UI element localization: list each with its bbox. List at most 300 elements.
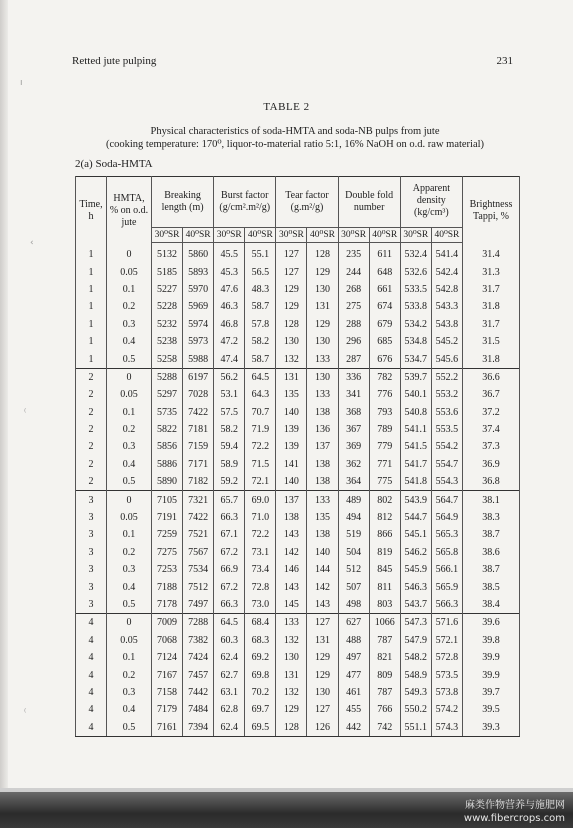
- table-cell: 37.3: [463, 438, 520, 455]
- table-cell: 3: [76, 596, 107, 614]
- table-cell: 38.7: [463, 526, 520, 543]
- table-cell: 1066: [369, 614, 400, 632]
- table-cell: 3: [76, 526, 107, 543]
- col-header-burst-factor: Burst factor (g/cm².m²/g): [214, 177, 276, 228]
- scan-mark: ⁽: [24, 708, 27, 718]
- caption-line-1: Physical characteristics of soda-HMTA and soda-NB pulps from jute: [150, 126, 440, 137]
- table-cell: 142: [307, 578, 338, 595]
- sub-header: 40⁰SR: [183, 228, 214, 243]
- table-cell: 571.6: [431, 614, 462, 632]
- table-cell: 564.9: [431, 509, 462, 526]
- table-cell: 58.2: [245, 333, 276, 350]
- table-cell: 131: [276, 666, 307, 683]
- table-cell: 3: [76, 561, 107, 578]
- table-cell: 540.8: [400, 404, 431, 421]
- table-cell: 341: [338, 386, 369, 403]
- table-cell: 0.5: [107, 473, 152, 491]
- table-row: [76, 298, 520, 315]
- table-cell: 775: [369, 473, 400, 491]
- table-cell: 47.6: [214, 281, 245, 298]
- table-cell: 64.5: [245, 368, 276, 386]
- table-cell: 37.4: [463, 421, 520, 438]
- table-cell: 66.3: [214, 509, 245, 526]
- table-cell: 140: [276, 404, 307, 421]
- table-cell: 64.3: [245, 386, 276, 403]
- table-cell: 139: [276, 438, 307, 455]
- table-cell: 71.5: [245, 456, 276, 473]
- table-cell: 782: [369, 368, 400, 386]
- table-cell: 139: [276, 421, 307, 438]
- table-cell: 1: [76, 281, 107, 298]
- table-cell: 771: [369, 456, 400, 473]
- table-cell: 0: [107, 491, 152, 509]
- table-cell: 39.9: [463, 666, 520, 683]
- table-title: TABLE 2: [263, 101, 310, 113]
- table-cell: 7161: [152, 719, 183, 737]
- table-cell: 7105: [152, 491, 183, 509]
- table-cell: 70.2: [245, 684, 276, 701]
- table-cell: 39.3: [463, 719, 520, 737]
- table-cell: 69.2: [245, 649, 276, 666]
- table-cell: 39.8: [463, 632, 520, 649]
- table-cell: 7382: [183, 632, 214, 649]
- table-cell: 821: [369, 649, 400, 666]
- table-cell: 59.2: [214, 473, 245, 491]
- table-cell: 138: [307, 404, 338, 421]
- table-row: [76, 491, 520, 509]
- col-header-brightness: Brightness Tappi, %: [463, 177, 520, 243]
- table-cell: 7188: [152, 578, 183, 595]
- table-cell: 133: [307, 491, 338, 509]
- table-cell: 1: [76, 350, 107, 368]
- table-cell: 5886: [152, 456, 183, 473]
- table-cell: 0.3: [107, 438, 152, 455]
- table-cell: 0.1: [107, 404, 152, 421]
- table-cell: 4: [76, 701, 107, 718]
- table-cell: 542.4: [431, 263, 462, 280]
- table-cell: 532.4: [400, 243, 431, 264]
- table-cell: 46.8: [214, 316, 245, 333]
- table-cell: 7534: [183, 561, 214, 578]
- table-cell: 0.1: [107, 649, 152, 666]
- table-cell: 3: [76, 544, 107, 561]
- table-row: [76, 473, 520, 491]
- table-cell: 553.5: [431, 421, 462, 438]
- table-cell: 546.2: [400, 544, 431, 561]
- table-cell: 65.7: [214, 491, 245, 509]
- table-cell: 572.8: [431, 649, 462, 666]
- table-cell: 0.2: [107, 421, 152, 438]
- table-cell: 812: [369, 509, 400, 526]
- scan-mark: ı: [20, 78, 23, 88]
- watermark-line-2: www.fibercrops.com: [463, 813, 565, 824]
- table-cell: 7424: [183, 649, 214, 666]
- table-cell: 0.4: [107, 333, 152, 350]
- table-cell: 7158: [152, 684, 183, 701]
- table-cell: 73.4: [245, 561, 276, 578]
- sub-header: 30⁰SR: [338, 228, 369, 243]
- table-row: [76, 509, 520, 526]
- table-cell: 7521: [183, 526, 214, 543]
- table-cell: 507: [338, 578, 369, 595]
- table-cell: 679: [369, 316, 400, 333]
- table-cell: 0.4: [107, 701, 152, 718]
- table-cell: 128: [276, 719, 307, 737]
- caption-line-2: (cooking temperature: 170⁰, liquor-to-material ratio 5:1, 16% NaOH on o.d. raw material): [105, 139, 485, 150]
- sub-header: 40⁰SR: [307, 228, 338, 243]
- table-cell: 0.05: [107, 632, 152, 649]
- table-cell: 4: [76, 684, 107, 701]
- table-cell: 31.8: [463, 298, 520, 315]
- table-cell: 0.2: [107, 666, 152, 683]
- col-header-double-fold: Double fold number: [338, 177, 400, 228]
- table-cell: 47.2: [214, 333, 245, 350]
- col-header-apparent-density: Apparent density (kg/cm³): [400, 177, 462, 228]
- table-cell: 127: [307, 614, 338, 632]
- table-cell: 128: [307, 243, 338, 264]
- table-cell: 776: [369, 386, 400, 403]
- table-cell: 5988: [183, 350, 214, 368]
- table-row: [76, 649, 520, 666]
- table-cell: 73.0: [245, 596, 276, 614]
- table-cell: 127: [307, 701, 338, 718]
- table-cell: 268: [338, 281, 369, 298]
- table-cell: 566.1: [431, 561, 462, 578]
- table-row: [76, 368, 520, 386]
- table-cell: 46.3: [214, 298, 245, 315]
- table-cell: 553.2: [431, 386, 462, 403]
- table-cell: 7068: [152, 632, 183, 649]
- table-cell: 58.9: [214, 456, 245, 473]
- table-cell: 140: [276, 473, 307, 491]
- table-cell: 1: [76, 298, 107, 315]
- table-cell: 532.6: [400, 263, 431, 280]
- table-cell: 498: [338, 596, 369, 614]
- table-cell: 533.8: [400, 298, 431, 315]
- table-cell: 67.2: [214, 578, 245, 595]
- table-cell: 130: [307, 368, 338, 386]
- table-cell: 564.7: [431, 491, 462, 509]
- table-cell: 540.1: [400, 386, 431, 403]
- table-cell: 549.3: [400, 684, 431, 701]
- table-row: [76, 386, 520, 403]
- table-cell: 141: [276, 456, 307, 473]
- table-cell: 56.2: [214, 368, 245, 386]
- table-cell: 648: [369, 263, 400, 280]
- table-cell: 0.2: [107, 544, 152, 561]
- table-cell: 235: [338, 243, 369, 264]
- table-cell: 131: [307, 298, 338, 315]
- table-cell: 534.8: [400, 333, 431, 350]
- table-cell: 7394: [183, 719, 214, 737]
- table-cell: 362: [338, 456, 369, 473]
- table-cell: 7182: [183, 473, 214, 491]
- table-cell: 742: [369, 719, 400, 737]
- table-cell: 0: [107, 368, 152, 386]
- table-cell: 364: [338, 473, 369, 491]
- table-cell: 57.5: [214, 404, 245, 421]
- table-cell: 135: [276, 386, 307, 403]
- table-cell: 1: [76, 333, 107, 350]
- table-cell: 497: [338, 649, 369, 666]
- table-cell: 1: [76, 243, 107, 264]
- table-cell: 140: [307, 544, 338, 561]
- table-cell: 7171: [183, 456, 214, 473]
- table-row: [76, 684, 520, 701]
- table-cell: 69.7: [245, 701, 276, 718]
- table-cell: 7009: [152, 614, 183, 632]
- site-watermark: [464, 799, 565, 825]
- table-caption: [0, 125, 573, 151]
- table-cell: 132: [276, 684, 307, 701]
- table-row: [76, 333, 520, 350]
- table-cell: 787: [369, 684, 400, 701]
- table-cell: 62.4: [214, 719, 245, 737]
- table-cell: 5297: [152, 386, 183, 403]
- table-cell: 533.5: [400, 281, 431, 298]
- table-row: [76, 632, 520, 649]
- table-cell: 45.5: [214, 243, 245, 264]
- table-cell: 611: [369, 243, 400, 264]
- table-cell: 554.3: [431, 473, 462, 491]
- table-cell: 369: [338, 438, 369, 455]
- table-cell: 539.7: [400, 368, 431, 386]
- table-cell: 547.3: [400, 614, 431, 632]
- table-cell: 766: [369, 701, 400, 718]
- table-cell: 7442: [183, 684, 214, 701]
- watermark-line-1: 麻类作物营养与施肥网: [465, 800, 565, 811]
- table-cell: 129: [307, 263, 338, 280]
- table-row: [76, 596, 520, 614]
- table-cell: 146: [276, 561, 307, 578]
- table-cell: 819: [369, 544, 400, 561]
- table-cell: 553.6: [431, 404, 462, 421]
- table-cell: 676: [369, 350, 400, 368]
- table-cell: 2: [76, 368, 107, 386]
- table-cell: 2: [76, 386, 107, 403]
- table-cell: 551.1: [400, 719, 431, 737]
- table-cell: 5185: [152, 263, 183, 280]
- table-cell: 542.8: [431, 281, 462, 298]
- table-cell: 296: [338, 333, 369, 350]
- table-cell: 5974: [183, 316, 214, 333]
- table-cell: 138: [307, 473, 338, 491]
- table-cell: 5973: [183, 333, 214, 350]
- table-row: [76, 561, 520, 578]
- table-cell: 63.1: [214, 684, 245, 701]
- table-cell: 130: [307, 333, 338, 350]
- table-cell: 685: [369, 333, 400, 350]
- table-row: [76, 281, 520, 298]
- table-cell: 545.9: [400, 561, 431, 578]
- table-cell: 31.5: [463, 333, 520, 350]
- table-cell: 489: [338, 491, 369, 509]
- table-cell: 5238: [152, 333, 183, 350]
- table-row: [76, 316, 520, 333]
- table-cell: 455: [338, 701, 369, 718]
- table-cell: 566.3: [431, 596, 462, 614]
- table-cell: 541.4: [431, 243, 462, 264]
- table-cell: 0.1: [107, 281, 152, 298]
- table-cell: 442: [338, 719, 369, 737]
- table-cell: 143: [276, 578, 307, 595]
- table-cell: 39.9: [463, 649, 520, 666]
- table-cell: 133: [307, 386, 338, 403]
- table-cell: 55.1: [245, 243, 276, 264]
- scan-mark: ⁽: [24, 408, 27, 418]
- table-cell: 68.4: [245, 614, 276, 632]
- table-cell: 7191: [152, 509, 183, 526]
- table-body: [76, 243, 520, 737]
- table-cell: 368: [338, 404, 369, 421]
- table-cell: 38.1: [463, 491, 520, 509]
- table-cell: 0.5: [107, 719, 152, 737]
- table-cell: 4: [76, 649, 107, 666]
- table-cell: 131: [276, 368, 307, 386]
- table-cell: 0.5: [107, 350, 152, 368]
- table-cell: 565.3: [431, 526, 462, 543]
- table-cell: 0: [107, 243, 152, 264]
- table-cell: 572.1: [431, 632, 462, 649]
- table-row: [76, 350, 520, 368]
- table-cell: 129: [276, 701, 307, 718]
- table-cell: 38.5: [463, 578, 520, 595]
- table-cell: 5228: [152, 298, 183, 315]
- table-cell: 36.6: [463, 368, 520, 386]
- table-cell: 7497: [183, 596, 214, 614]
- col-header-breaking-length: Breaking length (m): [152, 177, 214, 228]
- table-cell: 545.2: [431, 333, 462, 350]
- table-cell: 0.3: [107, 316, 152, 333]
- table-cell: 31.7: [463, 316, 520, 333]
- table-cell: 73.1: [245, 544, 276, 561]
- table-cell: 0.3: [107, 561, 152, 578]
- sub-header: 40⁰SR: [431, 228, 462, 243]
- sub-header: 30⁰SR: [400, 228, 431, 243]
- table-cell: 143: [276, 526, 307, 543]
- table-cell: 48.3: [245, 281, 276, 298]
- table-cell: 0: [107, 614, 152, 632]
- table-cell: 5970: [183, 281, 214, 298]
- table-cell: 138: [307, 526, 338, 543]
- table-cell: 5822: [152, 421, 183, 438]
- table-cell: 541.1: [400, 421, 431, 438]
- table-cell: 779: [369, 438, 400, 455]
- table-cell: 72.2: [245, 438, 276, 455]
- table-cell: 674: [369, 298, 400, 315]
- table-cell: 129: [307, 666, 338, 683]
- table-cell: 565.9: [431, 578, 462, 595]
- table-cell: 38.7: [463, 561, 520, 578]
- table-cell: 546.3: [400, 578, 431, 595]
- table-cell: 543.8: [431, 316, 462, 333]
- table-cell: 461: [338, 684, 369, 701]
- table-cell: 244: [338, 263, 369, 280]
- table-cell: 130: [276, 649, 307, 666]
- table-cell: 5227: [152, 281, 183, 298]
- table-cell: 5132: [152, 243, 183, 264]
- table-cell: 534.7: [400, 350, 431, 368]
- table-cell: 7124: [152, 649, 183, 666]
- table-cell: 130: [276, 333, 307, 350]
- table-cell: 31.4: [463, 243, 520, 264]
- table-cell: 5735: [152, 404, 183, 421]
- col-header-time: Time, h: [76, 177, 107, 243]
- table-cell: 554.2: [431, 438, 462, 455]
- table-row: [76, 666, 520, 683]
- table-cell: 3: [76, 578, 107, 595]
- table-cell: 547.9: [400, 632, 431, 649]
- table-cell: 38.3: [463, 509, 520, 526]
- table-cell: 2: [76, 438, 107, 455]
- table-cell: 2: [76, 404, 107, 421]
- table-cell: 57.8: [245, 316, 276, 333]
- table-cell: 138: [307, 456, 338, 473]
- table-cell: 809: [369, 666, 400, 683]
- table-cell: 130: [307, 281, 338, 298]
- table-cell: 56.5: [245, 263, 276, 280]
- table-row: [76, 544, 520, 561]
- table-cell: 554.7: [431, 456, 462, 473]
- table-cell: 58.7: [245, 298, 276, 315]
- table-cell: 7422: [183, 404, 214, 421]
- table-cell: 7253: [152, 561, 183, 578]
- table-cell: 135: [307, 509, 338, 526]
- table-cell: 133: [307, 350, 338, 368]
- table-row: [76, 263, 520, 280]
- table-row: [76, 526, 520, 543]
- table-cell: 36.8: [463, 473, 520, 491]
- table-cell: 0.2: [107, 298, 152, 315]
- table-cell: 287: [338, 350, 369, 368]
- table-cell: 53.1: [214, 386, 245, 403]
- table-cell: 7275: [152, 544, 183, 561]
- table-cell: 5860: [183, 243, 214, 264]
- table-cell: 1: [76, 263, 107, 280]
- table-cell: 0.4: [107, 456, 152, 473]
- table-cell: 0.4: [107, 578, 152, 595]
- table-cell: 534.2: [400, 316, 431, 333]
- table-cell: 7178: [152, 596, 183, 614]
- table-cell: 573.8: [431, 684, 462, 701]
- table-cell: 132: [276, 350, 307, 368]
- table-row: [76, 578, 520, 595]
- sub-header: 40⁰SR: [369, 228, 400, 243]
- table-row: [76, 456, 520, 473]
- table-cell: 550.2: [400, 701, 431, 718]
- table-cell: 7179: [152, 701, 183, 718]
- table-cell: 548.2: [400, 649, 431, 666]
- table-cell: 39.7: [463, 684, 520, 701]
- table-cell: 793: [369, 404, 400, 421]
- table-row: [76, 701, 520, 718]
- table-cell: 129: [276, 298, 307, 315]
- table-cell: 126: [307, 719, 338, 737]
- table-cell: 7457: [183, 666, 214, 683]
- table-cell: 544.7: [400, 509, 431, 526]
- table-row: [76, 614, 520, 632]
- table-row: [76, 421, 520, 438]
- table-cell: 494: [338, 509, 369, 526]
- table-cell: 811: [369, 578, 400, 595]
- table-cell: 0.05: [107, 509, 152, 526]
- table-cell: 7484: [183, 701, 214, 718]
- table-cell: 58.7: [245, 350, 276, 368]
- sub-header: 30⁰SR: [276, 228, 307, 243]
- table-cell: 3: [76, 491, 107, 509]
- table-cell: 7321: [183, 491, 214, 509]
- table-cell: 130: [307, 684, 338, 701]
